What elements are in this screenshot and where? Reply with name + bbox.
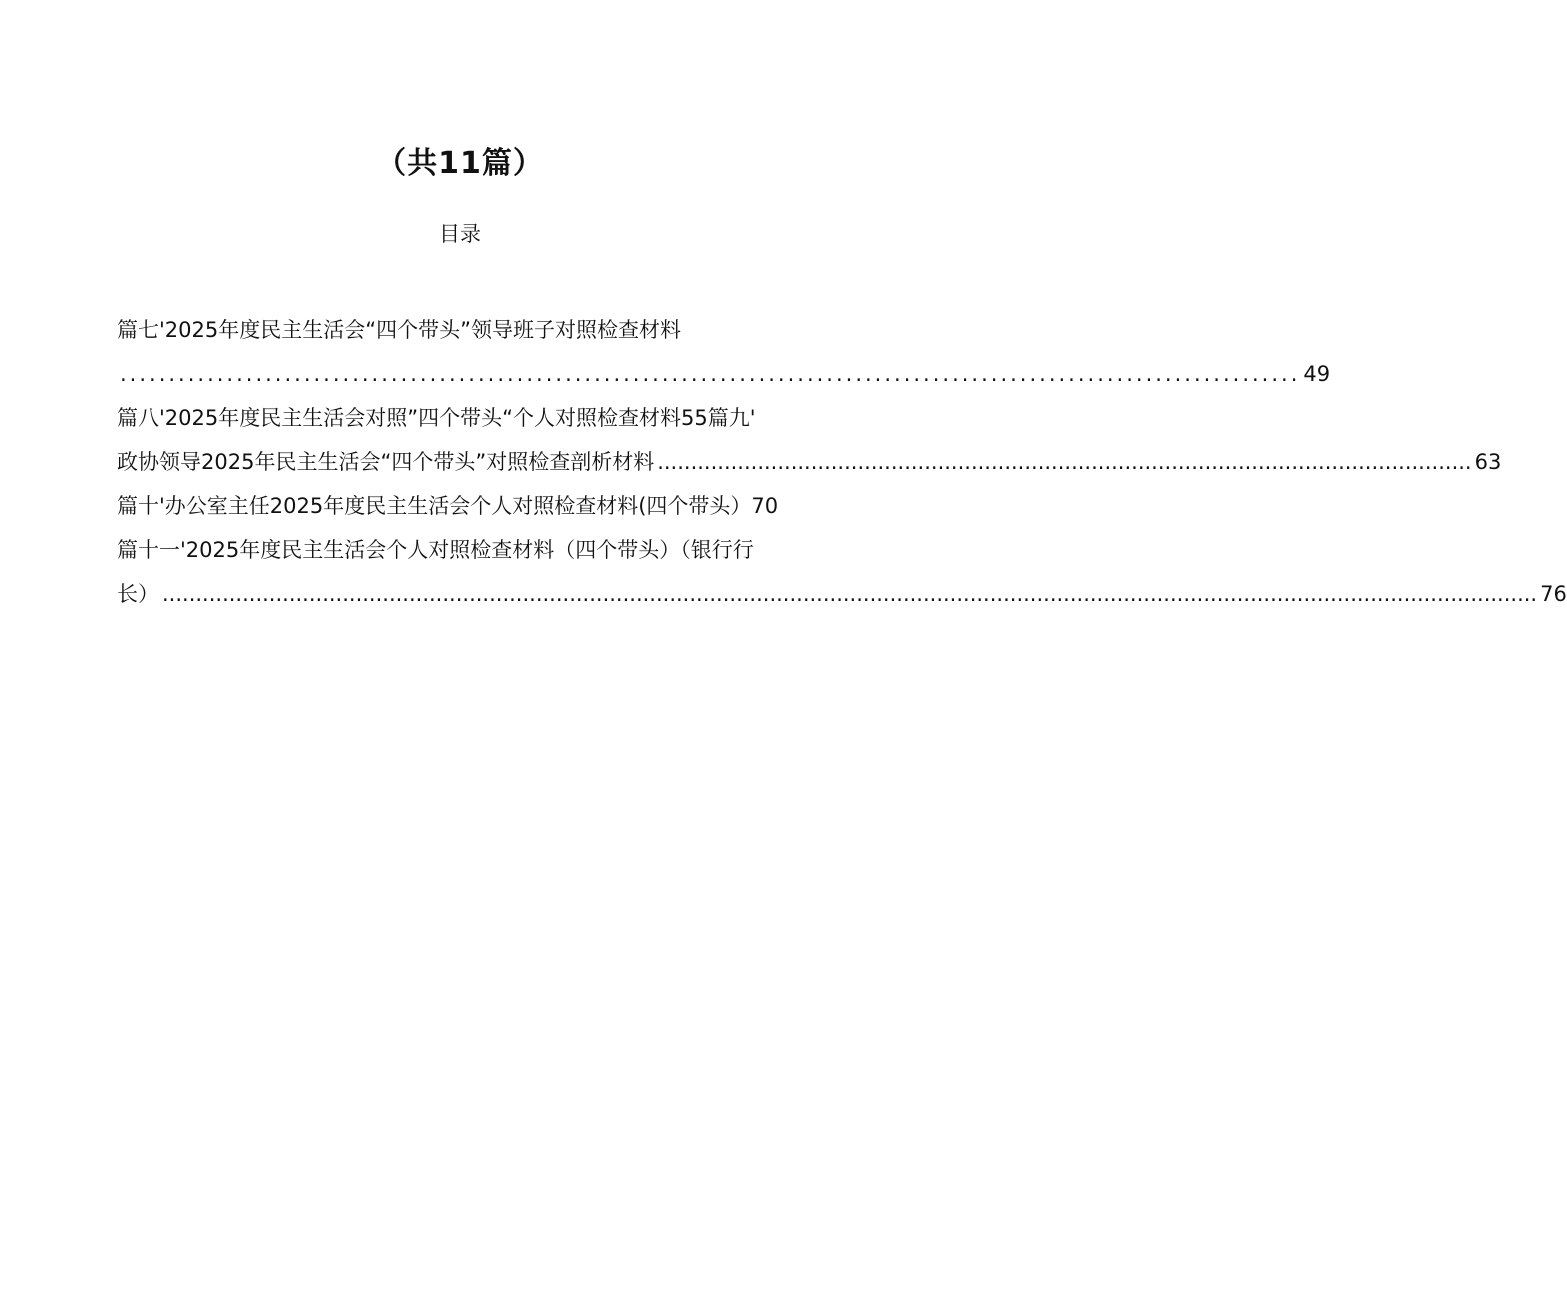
toc-entry-9[interactable] — [117, 440, 1502, 484]
toc-heading: 目录 — [439, 222, 481, 246]
toc-entry-7-leader[interactable] — [117, 352, 1331, 396]
table-of-contents — [117, 308, 1567, 616]
toc-entry-11-title-end: 长） — [117, 582, 159, 606]
toc-entry-8-title[interactable]: 篇八'2025年度民主生活会对照”四个带头“个人对照检查材料55篇九' — [117, 406, 756, 430]
toc-entry-7-page: 49 — [1303, 362, 1331, 386]
toc-entry-7-title[interactable]: 篇七'2025年度民主生活会“四个带头”领导班子对照检查材料 — [117, 318, 681, 342]
toc-entry-10[interactable]: 篇十'办公室主任2025年度民主生活会个人对照检查材料(四个带头）70 — [117, 494, 779, 518]
toc-entry-11-leader[interactable] — [117, 572, 1567, 616]
toc-entry-11-page: 76 — [1540, 582, 1567, 606]
toc-entry-9-title: 政协领导2025年民主生活会“四个带头”对照检查剖析材料 — [117, 450, 655, 474]
toc-entry-11-title[interactable]: 篇十一'2025年度民主生活会个人对照检查材料（四个带头）（银行行 — [117, 538, 754, 562]
document-title: （共11篇） — [376, 146, 544, 181]
dot-leader: .......................................................................................................................... — [120, 362, 1301, 386]
dot-leader: .............................................................................................................................................................................................................. — [162, 582, 1538, 606]
toc-entry-9-page: 63 — [1474, 450, 1502, 474]
dot-leader: .......................................................................................................................... — [657, 450, 1472, 474]
